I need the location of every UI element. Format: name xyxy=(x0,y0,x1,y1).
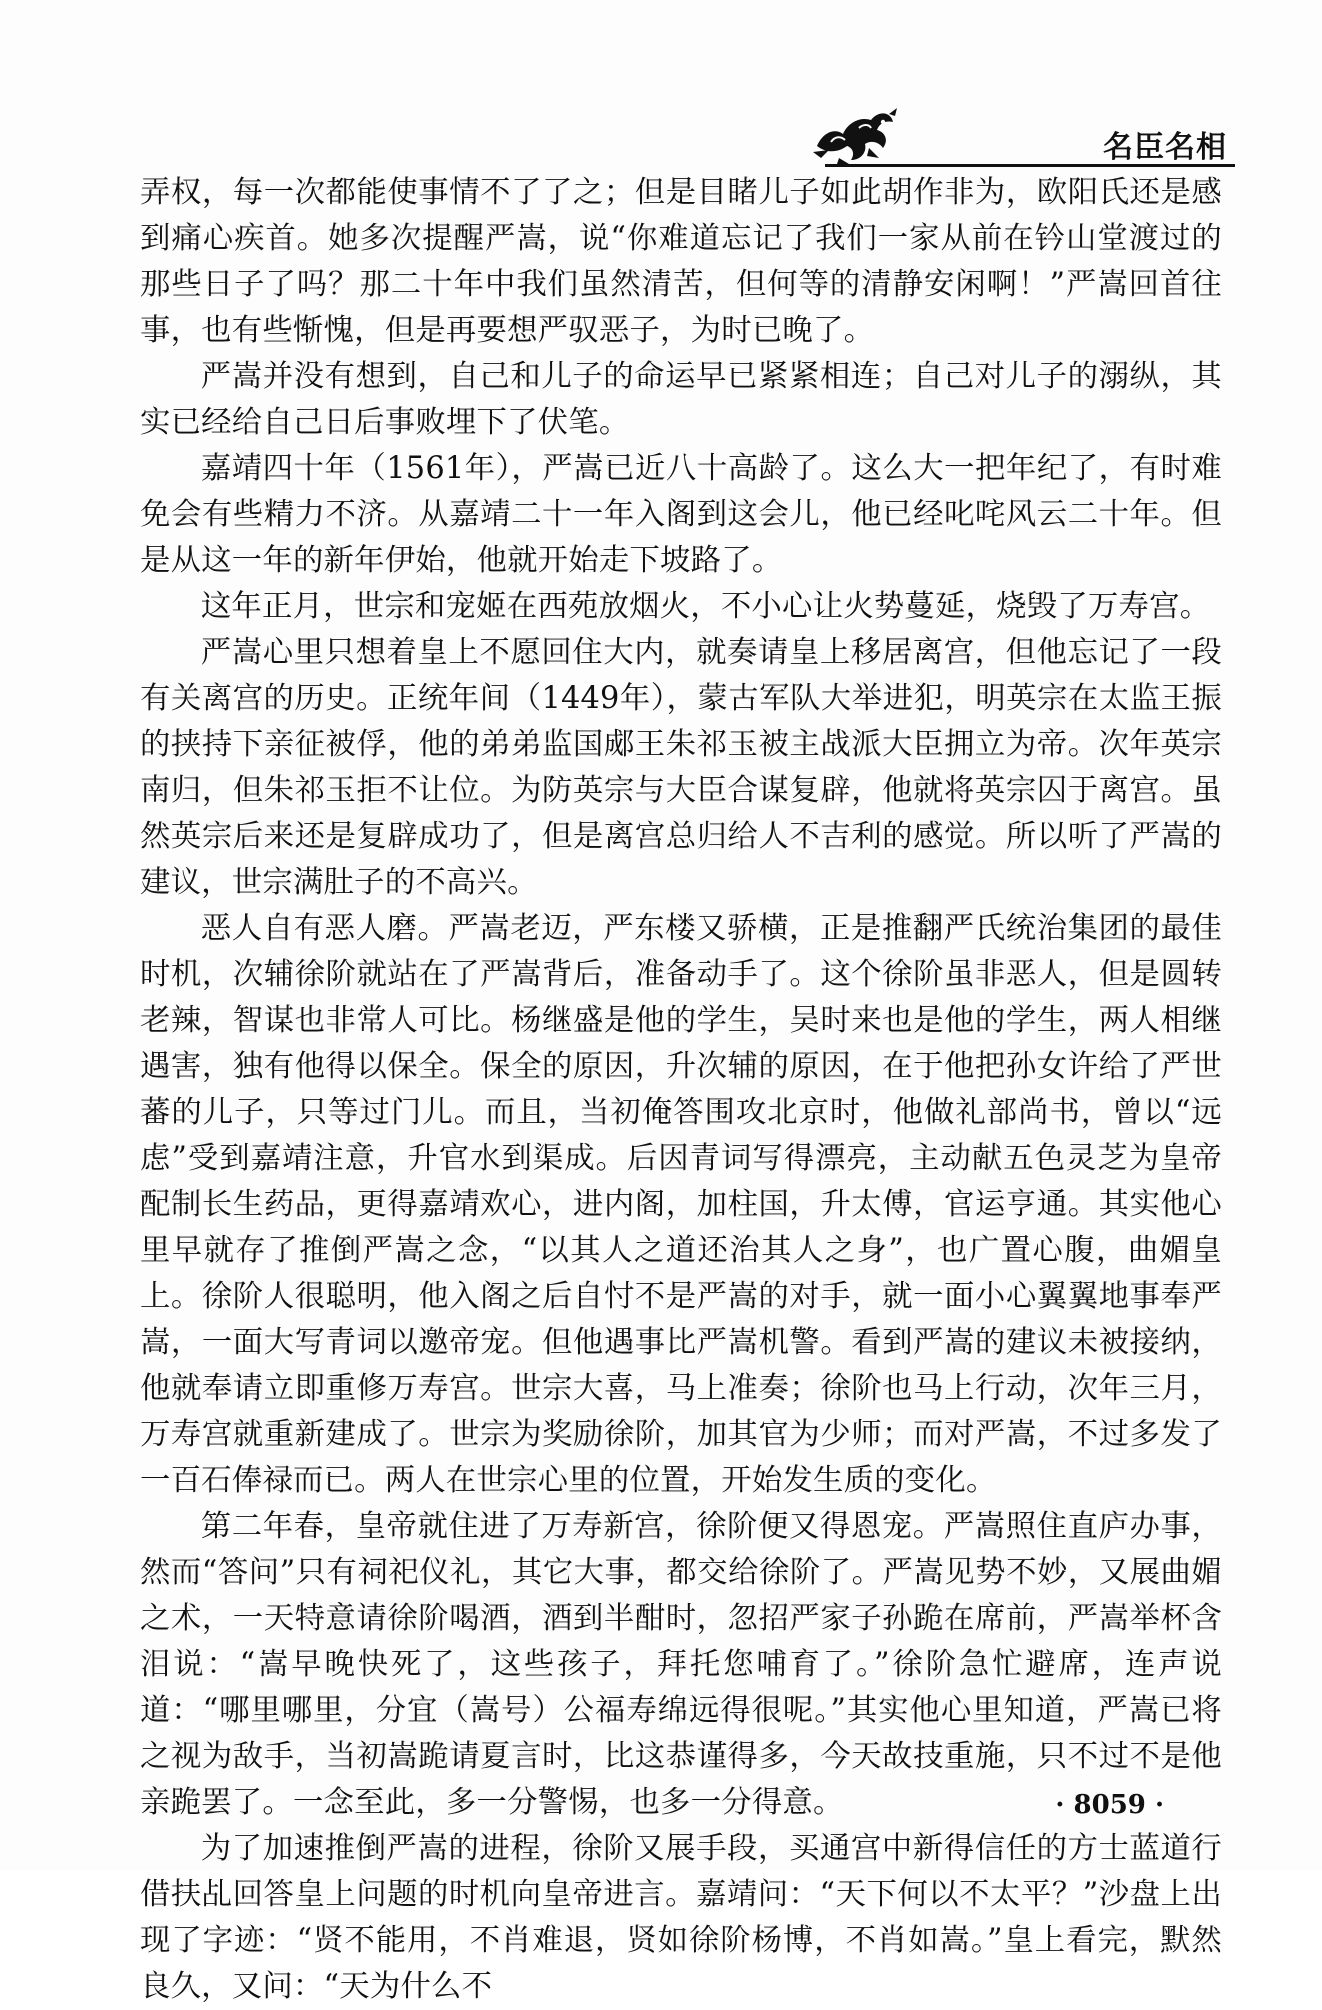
page-number: · 8059 · xyxy=(1055,1790,1164,1820)
paragraph: 弄权，每一次都能使事情不了了之；但是目睹儿子如此胡作非为，欧阳氏还是感到痛心疾首。她多次提醒严嵩，说“你难道忘记了我们一家从前在钤山堂渡过的那些日子了吗？那二十年中我们虽然清苦，但何等的清静安闲啊！”严嵩回首往事，也有些惭愧，但是再要想严驭恶子，为时已晚了。 xyxy=(140,175,1222,348)
paragraph: 这年正月，世宗和宠姬在西苑放烟火，不小心让火势蔓延，烧毁了万寿宫。 xyxy=(200,589,1211,624)
section-title: 名臣名相 xyxy=(1103,130,1227,165)
dragon-emblem-icon xyxy=(809,102,899,168)
paragraph: 恶人自有恶人磨。严嵩老迈，严东楼又骄横，正是推翻严氏统治集团的最佳时机，次辅徐阶就站在了严嵩背后，准备动手了。这个徐阶虽非恶人，但是圆转老辣，智谋也非常人可比。杨继盛是他的学生，吴时来也是他的学生，两人相继遇害，独有他得以保全。保全的原因，升次辅的原因，在于他把孙女许给了严世蕃的儿子，只等过门儿。而且，当初俺答围攻北京时，他做礼部尚书，曾以“远虑”受到嘉靖注意，升官水到渠成。后因青词写得漂亮，主动献五色灵芝为皇帝配制长生药品，更得嘉靖欢心，进内阁，加柱国，升太傅，官运亨通。其实他心里早就存了推倒严嵩之念，“以其人之道还治其人之身”，也广置心腹，曲媚皇上。徐阶人很聪明，他入阁之后自忖不是严嵩的对手，就一面小心翼翼地事奉严嵩，一面大写青词以邀帝宠。但他遇事比严嵩机警。看到严嵩的建议未被接纳，他就奉请立即重修万寿宫。世宗大喜，马上准奏；徐阶也马上行动，次年三月，万寿宫就重新建成了。世宗为奖励徐阶，加其官为少师；而对严嵩，不过多发了一百石俸禄而已。两人在世宗心里的位置，开始发生质的变化。 xyxy=(140,911,1222,1498)
running-header xyxy=(795,100,1235,180)
body-text xyxy=(140,170,1222,2010)
paragraph: 严嵩并没有想到，自己和儿子的命运早已紧紧相连；自己对儿子的溺纵，其实已经给自己日后事败埋下了伏笔。 xyxy=(140,359,1222,440)
paragraph: 为了加速推倒严嵩的进程，徐阶又展手段，买通宫中新得信任的方士蓝道行借扶乩回答皇上问题的时机向皇帝进言。嘉靖问：“天下何以不太平？”沙盘上出现了字迹：“贤不能用，不肖难退，贤如徐阶杨博，不肖如嵩。”皇上看完，默然良久，又问：“天为什么不 xyxy=(140,1831,1222,2004)
paragraph: 严嵩心里只想着皇上不愿回住大内，就奏请皇上移居离宫，但他忘记了一段有关离宫的历史。正统年间（1449年），蒙古军队大举进犯，明英宗在太监王振的挟持下亲征被俘，他的弟弟监国郕王朱祁玉被主战派大臣拥立为帝。次年英宗南归，但朱祁玉拒不让位。为防英宗与大臣合谋复辟，他就将英宗囚于离宫。虽然英宗后来还是复辟成功了，但是离宫总归给人不吉利的感觉。所以听了严嵩的建议，世宗满肚子的不高兴。 xyxy=(140,635,1222,900)
paragraph: 嘉靖四十年（1561年），严嵩已近八十高龄了。这么大一把年纪了，有时难免会有些精力不济。从嘉靖二十一年入阁到这会儿，他已经叱咤风云二十年。但是从这一年的新年伊始，他就开始走下坡路了。 xyxy=(140,451,1222,578)
paragraph: 第二年春，皇帝就住进了万寿新宫，徐阶便又得恩宠。严嵩照住直庐办事，然而“答问”只有祠祀仪礼，其它大事，都交给徐阶了。严嵩见势不妙，又展曲媚之术，一天特意请徐阶喝酒，酒到半酣时，忽招严家子孙跪在席前，严嵩举杯含泪说：“嵩早晚快死了，这些孩子，拜托您哺育了。”徐阶急忙避席，连声说道：“哪里哪里，分宜（嵩号）公福寿绵远得很呢。”其实他心里知道，严嵩已将之视为敌手，当初嵩跪请夏言时，比这恭谨得多，今天故技重施，只不过不是他亲跪罢了。一念至此，多一分警惕，也多一分得意。 xyxy=(140,1509,1222,1820)
